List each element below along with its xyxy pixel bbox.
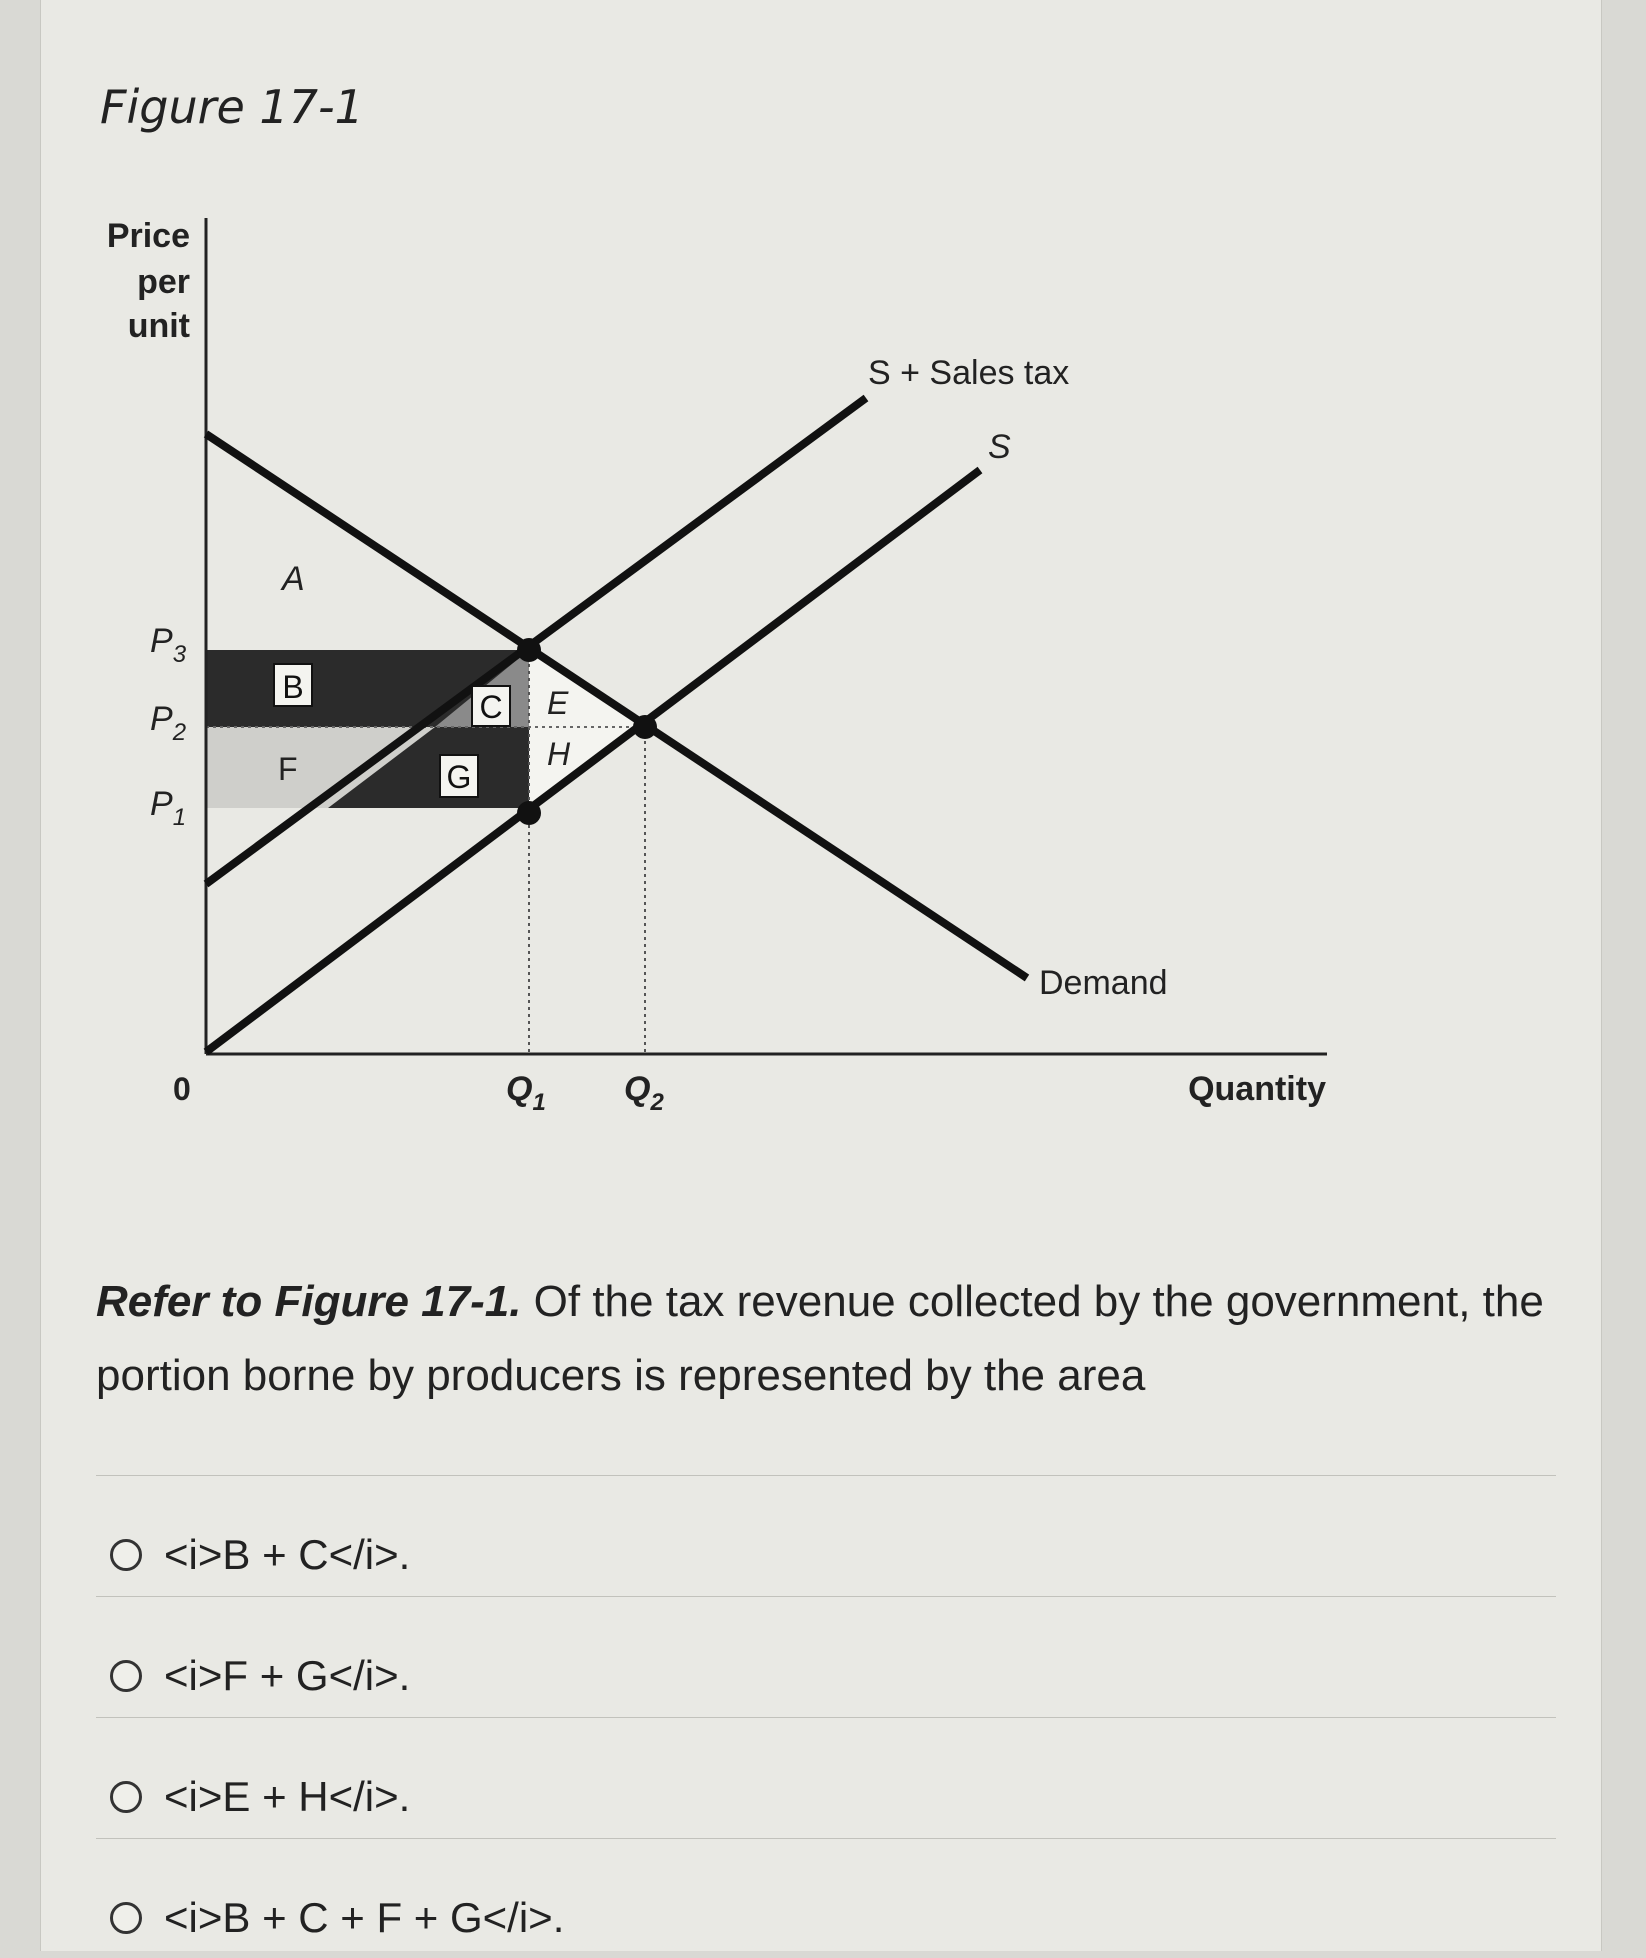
option-divider [96,1475,1556,1476]
y-axis-label-line-3: unit [127,307,190,345]
figure-title: Figure 17-1 [100,80,364,134]
x-axis-label: Quantity [1188,1070,1326,1108]
area-a-label: A [282,560,305,598]
area-c-label: C [479,689,503,725]
point-q1-p1 [517,801,541,825]
y-tick-p2: $P_2$ [150,700,187,746]
option-e-plus-h[interactable] [96,1757,1556,1837]
origin-label: 0 [173,1071,191,1107]
option-divider [96,1596,1556,1597]
option-b-c-f-g[interactable] [96,1878,1556,1958]
option-divider [96,1838,1556,1839]
radio-button[interactable] [110,1781,142,1813]
x-tick-q1: $Q_1$ [506,1070,546,1116]
point-q1-p3 [517,638,541,662]
radio-button[interactable] [110,1539,142,1571]
x-tick-q2: $Q_2$ [624,1070,664,1116]
option-label: <i>B + C</i>. [164,1531,411,1578]
option-f-plus-g[interactable] [96,1636,1556,1716]
area-f-label: F [278,751,298,787]
option-label: <i>B + C + F + G</i>. [164,1894,565,1941]
option-b-plus-c[interactable] [96,1515,1556,1595]
question-body: Of the tax revenue collected by the government, the portion borne by producers is represented by the area [96,1277,1544,1400]
y-tick-p3: $P_3$ [150,622,187,668]
supply-label: S [988,428,1011,466]
area-b-label: B [282,669,304,705]
y-axis-label-line-2: per [137,263,190,301]
y-tick-p1: $P_1$ [150,785,187,831]
demand-label: Demand [1039,964,1168,1002]
area-e-label: E [547,685,569,721]
option-label: <i>F + G</i>. [164,1652,411,1699]
question-text [96,1265,1546,1413]
figure-reference: Refer to Figure 17-1. [96,1277,522,1326]
point-q2-p2 [633,715,657,739]
area-g-label: G [446,759,472,795]
option-divider [96,1717,1556,1718]
area-h-label: H [547,736,571,772]
supply-plus-tax-label: S + Sales tax [868,354,1070,392]
y-axis-label-line-1: Price [106,217,190,255]
option-label: <i>E + H</i>. [164,1773,411,1820]
radio-button[interactable] [110,1660,142,1692]
radio-button[interactable] [110,1902,142,1934]
